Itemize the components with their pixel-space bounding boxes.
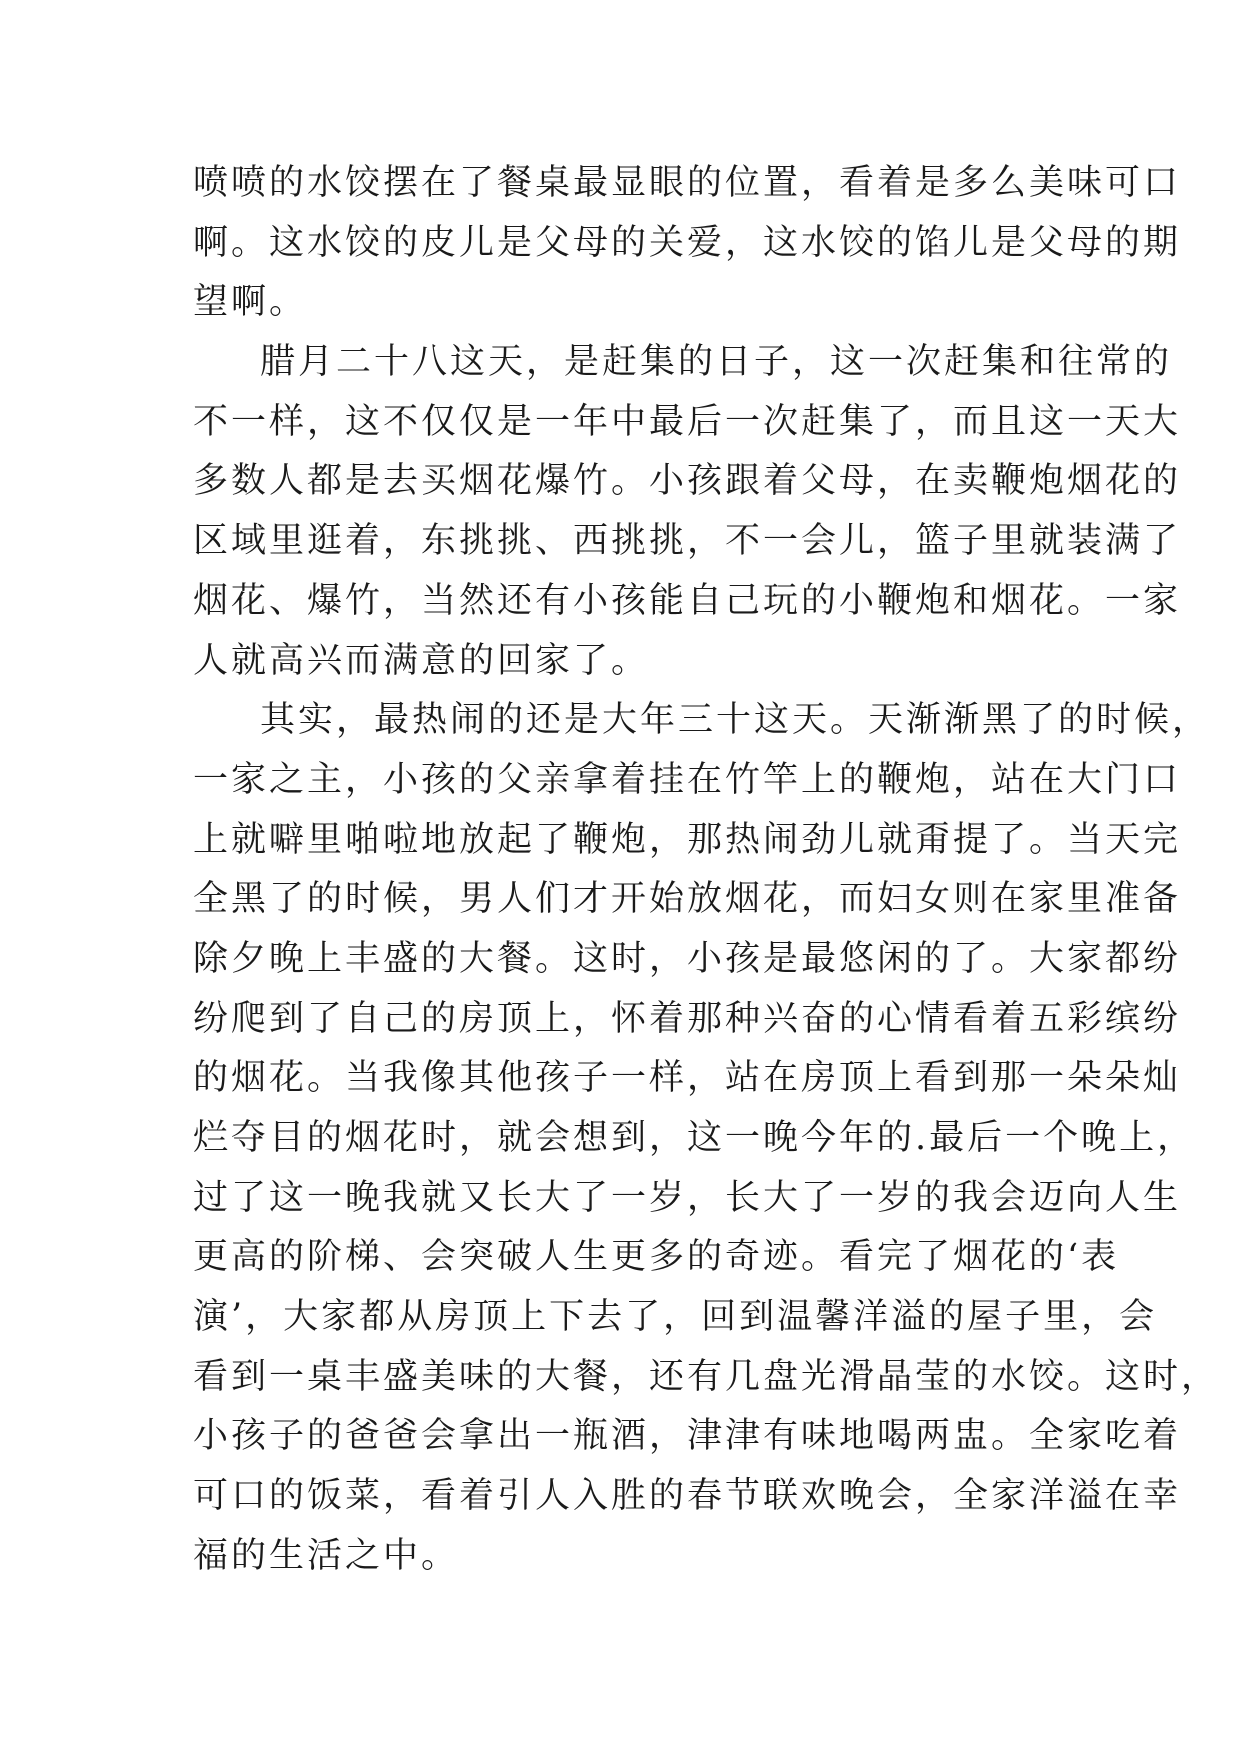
text-line: 演’，大家都从房顶上下去了，回到温馨洋溢的屋子里，会 xyxy=(193,1297,1158,1338)
document-body xyxy=(193,154,1220,1587)
text-line: 不一样，这不仅仅是一年中最后一次赶集了，而且这一天大 xyxy=(193,401,1182,442)
text-line: 小孩子的爸爸会拿出一瓶酒，津津有味地喝两盅。全家吃着 xyxy=(193,1416,1182,1457)
text-line: 望啊。 xyxy=(193,282,308,323)
text-line: 看到一桌丰盛美味的大餐，还有几盘光滑晶莹的水饺。这时， xyxy=(193,1356,1220,1397)
text-line: 可口的饭菜，看着引人入胜的春节联欢晚会，全家洋溢在幸 xyxy=(193,1476,1182,1517)
paragraph-first-line: 其实，最热闹的还是大年三十这天。天渐渐黑了的时候， xyxy=(260,700,1211,741)
text-line: 除夕晚上丰盛的大餐。这时，小孩是最悠闲的了。大家都纷 xyxy=(193,938,1182,979)
text-line: 更高的阶梯、会突破人生更多的奇迹。看完了烟花的‘表 xyxy=(193,1237,1120,1278)
text-line: 喷喷的水饺摆在了餐桌最显眼的位置，看着是多么美味可口 xyxy=(193,163,1182,203)
text-line: 烟花、爆竹，当然还有小孩能自己玩的小鞭炮和烟花。一家 xyxy=(193,580,1182,621)
text-line: 过了这一晚我就又长大了一岁，长大了一岁的我会迈向人生 xyxy=(193,1177,1182,1218)
text-line: 上就噼里啪啦地放起了鞭炮，那热闹劲儿就甭提了。当天完 xyxy=(193,819,1182,860)
text-line: 啊。这水饺的皮儿是父母的关爱，这水饺的馅儿是父母的期 xyxy=(193,222,1182,263)
text-line: 烂夺目的烟花时，就会想到，这一晚今年的.最后一个晚上， xyxy=(193,1118,1196,1158)
text-line: 区域里逛着，东挑挑、西挑挑，不一会儿，篮子里就装满了 xyxy=(193,521,1182,562)
text-line: 纷爬到了自己的房顶上，怀着那种兴奋的心情看着五彩缤纷 xyxy=(193,998,1182,1039)
text-line: 人就高兴而满意的回家了。 xyxy=(193,640,650,681)
text-line: 全黑了的时候，男人们才开始放烟花，而妇女则在家里准备 xyxy=(193,879,1182,920)
paragraph-first-line: 腊月二十八这天，是赶集的日子，这一次赶集和往常的 xyxy=(260,342,1173,383)
text-line: 一家之主，小孩的父亲拿着挂在竹竿上的鞭炮，站在大门口 xyxy=(193,759,1182,800)
text-line: 多数人都是去买烟花爆竹。小孩跟着父母，在卖鞭炮烟花的 xyxy=(193,461,1182,502)
text-line: 福的生活之中。 xyxy=(193,1535,460,1576)
text-line: 的烟花。当我像其他孩子一样，站在房顶上看到那一朵朵灿 xyxy=(193,1058,1182,1099)
